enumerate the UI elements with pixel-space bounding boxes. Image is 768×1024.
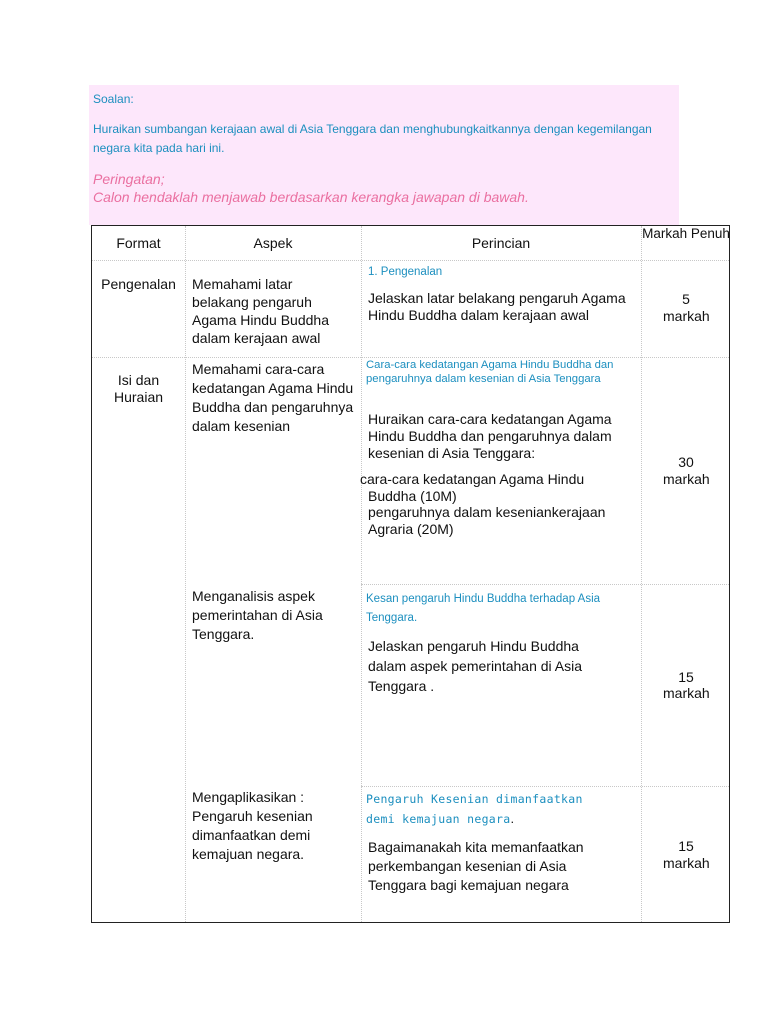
row4-detail: Bagaimanakah kita memanfaatkan perkembangan kesenian di Asia Tenggara bagi kemajuan negara (368, 839, 584, 893)
row2-aspek: Memahami cara-cara kedatangan Agama Hindu Buddha dan pengaruhnya dalam kesenian (192, 361, 354, 434)
row1-markah: 5 markah (663, 291, 710, 324)
row4-sub: Pengaruh Kesenian dimanfaatkan demi kemajuan negara (366, 792, 583, 826)
row2-markah: 30 markah (663, 454, 710, 487)
row-divider (361, 786, 729, 787)
row3-sub: Kesan pengaruh Hindu Buddha terhadap Asia Tenggara. (366, 593, 601, 624)
question-label: Soalan: (93, 92, 134, 106)
question-text: Huraikan sumbangan kerajaan awal di Asia Tenggara dan menghubungkaitkannya dengan kegemilangan negara kita pada hari ini. (93, 122, 652, 155)
column-divider (641, 226, 642, 922)
row2-point2-cont: Agraria (20M) (368, 521, 454, 537)
row3-markah: 15 markah (663, 669, 710, 701)
row3-aspek: Menganalisis aspek pemerintahan di Asia Tenggara. (192, 588, 323, 642)
row4-sub-wrap (366, 789, 606, 829)
row-divider (92, 260, 729, 261)
warning-title: Peringatan; (93, 171, 165, 187)
row2-point1: cara-cara kedatangan Agama Hindu (360, 471, 585, 487)
row1-detail: Jelaskan latar belakang pengaruh Agama Hindu Buddha dalam kerajaan awal (368, 290, 626, 323)
row2-sub: Cara-cara kedatangan Agama Hindu Buddha dan pengaruhnya dalam kesenian di Asia Tenggara (366, 359, 614, 385)
row2-detail: Huraikan cara-cara kedatangan Agama Hindu Buddha dan pengaruhnya dalam kesenian di Asia Tenggara: (368, 411, 612, 461)
warning-text: Calon hendaklah menjawab berdasarkan kerangka jawapan di bawah. (93, 189, 529, 205)
question-box (89, 85, 679, 225)
row-divider (361, 584, 729, 585)
row1-aspek: Memahami latar belakang pengaruh Agama Hindu Buddha dalam kerajaan awal (192, 276, 329, 346)
column-divider (185, 226, 186, 922)
row1-sub: 1. Pengenalan (368, 266, 443, 278)
row1-format: Pengenalan (101, 276, 176, 292)
row4-markah: 15 markah (663, 838, 710, 871)
header-perincian: Perincian (471, 235, 531, 251)
row3-detail: Jelaskan pengaruh Hindu Buddha dalam aspek pemerintahan di Asia Tenggara . (368, 638, 583, 694)
header-aspek: Aspek (253, 235, 293, 251)
row4-sub-tail: . (510, 811, 515, 826)
column-divider (361, 226, 362, 922)
row2-point1-cont: Buddha (10M) (368, 488, 457, 504)
row2-point2: pengaruhnya dalam keseniankerajaan (368, 504, 606, 520)
row2-format: Isi dan Huraian (113, 372, 164, 405)
row4-aspek: Mengaplikasikan : Pengaruh kesenian dimanfaatkan demi kemajuan negara. (192, 789, 313, 862)
header-format: Format (116, 235, 161, 251)
rubric-table (91, 225, 730, 923)
header-markah: Markah Penuh (642, 226, 730, 241)
